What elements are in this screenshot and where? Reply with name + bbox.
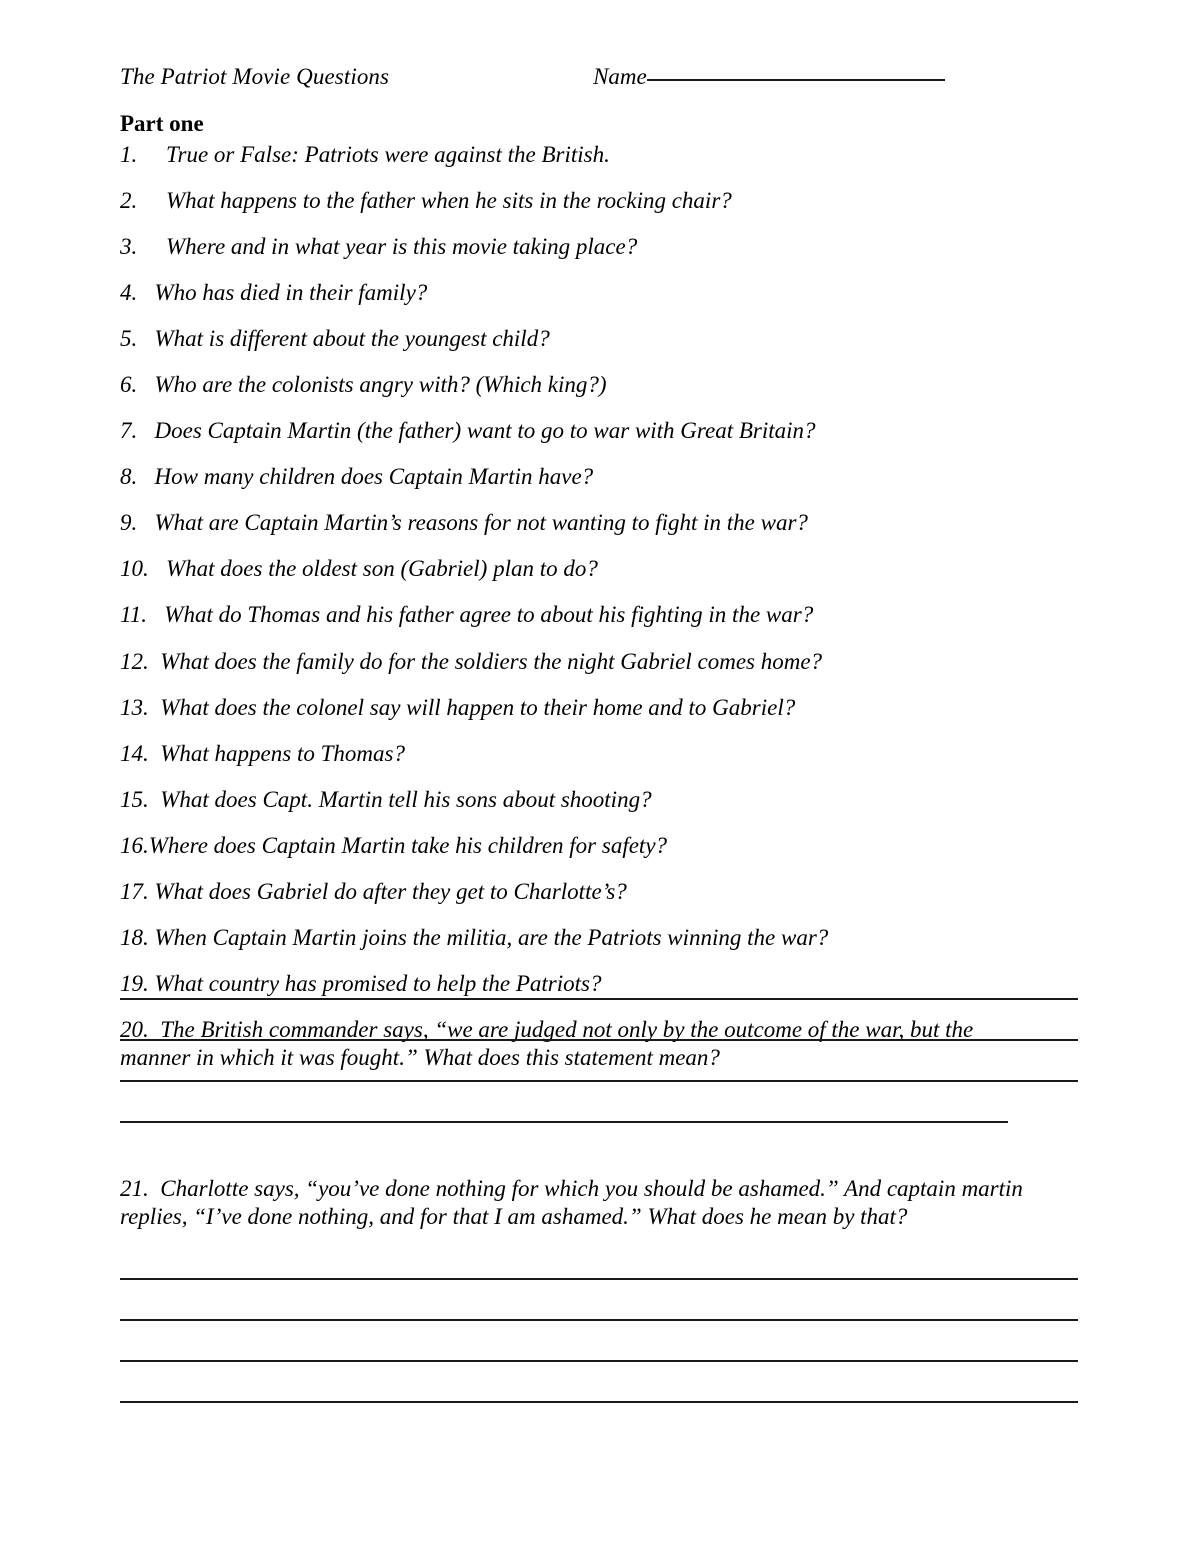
question-item: 21. Charlotte says, “you’ve done nothing for which you should be ashamed.” And captain martin replies, “I’ve done nothing, and for that I am ashamed.” What does he mean by that? xyxy=(120,1176,1029,1230)
question-item: 18. When Captain Martin joins the militia, are the Patriots winning the war? xyxy=(120,924,829,950)
answer-line[interactable] xyxy=(120,1039,1078,1041)
name-field-input-rule[interactable] xyxy=(647,79,945,81)
question-item: 19. What country has promised to help the Patriots? xyxy=(120,970,602,996)
answer-line[interactable] xyxy=(120,998,1078,1000)
page-title: The Patriot Movie Questions xyxy=(120,64,390,89)
question-item: 2. What happens to the father when he sits in the rocking chair? xyxy=(120,188,732,214)
answer-line[interactable] xyxy=(120,1080,1078,1082)
question-item: 15. What does Capt. Martin tell his sons about shooting? xyxy=(120,786,652,812)
answer-line[interactable] xyxy=(120,1278,1078,1280)
section-heading-part-one: Part one xyxy=(120,111,204,136)
question-item: 13. What does the colonel say will happen to their home and to Gabriel? xyxy=(120,694,796,720)
question-item: 10. What does the oldest son (Gabriel) plan to do? xyxy=(120,556,598,582)
worksheet-content xyxy=(120,64,1080,1072)
name-field-group xyxy=(593,64,945,90)
answer-line[interactable] xyxy=(120,1319,1078,1321)
question-list xyxy=(120,141,1080,1072)
question-item: 20. The British commander says, “we are judged not only by the outcome of the war, but the manner in which it was fought.” What does this statement mean? xyxy=(120,1016,979,1070)
question-item: 12. What does the family do for the soldiers the night Gabriel comes home? xyxy=(120,648,823,674)
question-item: 9. What are Captain Martin’s reasons for not wanting to fight in the war? xyxy=(120,510,808,536)
answer-lines-group-one xyxy=(120,998,1078,1123)
question-item: 14. What happens to Thomas? xyxy=(120,740,405,766)
question-item: 11. What do Thomas and his father agree to about his fighting in the war? xyxy=(120,602,814,628)
answer-lines-group-two xyxy=(120,1278,1078,1403)
question-21-block xyxy=(120,1175,1080,1231)
question-item: 7. Does Captain Martin (the father) want to go to war with Great Britain? xyxy=(120,418,816,444)
worksheet-header xyxy=(120,64,1080,98)
name-field-label: Name xyxy=(593,64,647,89)
question-item: 16.Where does Captain Martin take his children for safety? xyxy=(120,832,668,858)
question-item: 3. Where and in what year is this movie taking place? xyxy=(120,234,638,260)
question-item: 5. What is different about the youngest child? xyxy=(120,326,550,352)
answer-line[interactable] xyxy=(120,1401,1078,1403)
answer-line[interactable] xyxy=(120,1121,1008,1123)
question-item: 17. What does Gabriel do after they get to Charlotte’s? xyxy=(120,878,627,904)
question-item: 8. How many children does Captain Martin have? xyxy=(120,464,594,490)
answer-line[interactable] xyxy=(120,1360,1078,1362)
question-item: 4. Who has died in their family? xyxy=(120,280,428,306)
question-item: 1. True or False: Patriots were against the British. xyxy=(120,142,610,167)
question-item: 6. Who are the colonists angry with? (Which king?) xyxy=(120,372,607,398)
